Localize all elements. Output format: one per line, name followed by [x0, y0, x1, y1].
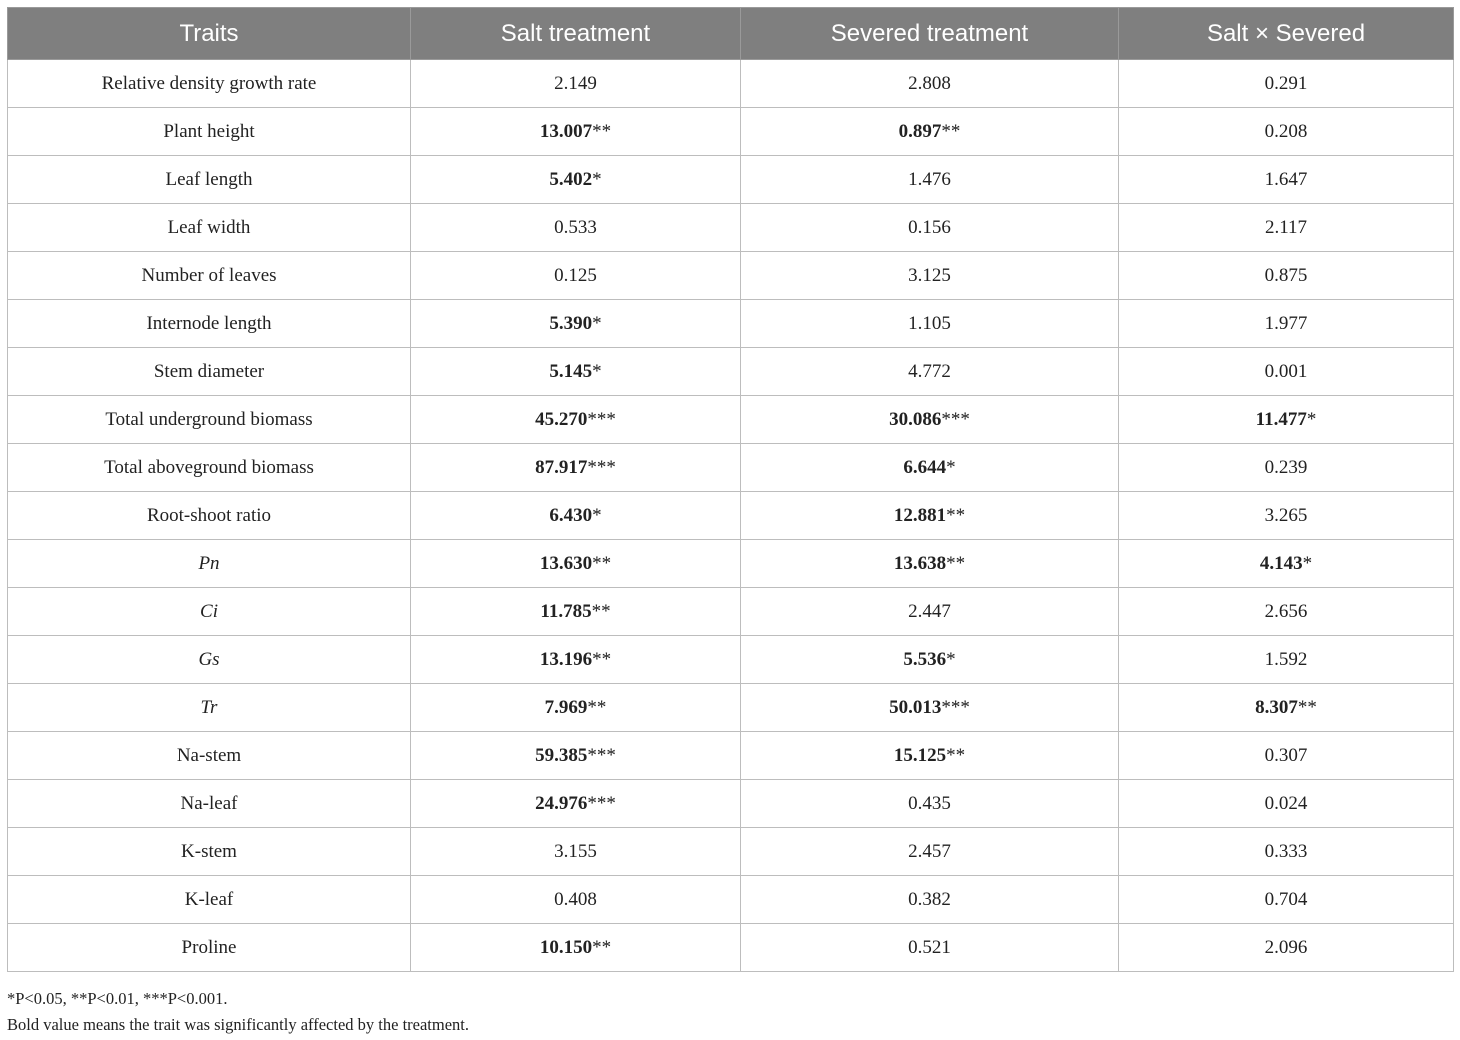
f-value: 0.382	[908, 888, 951, 910]
f-value: 4.772	[908, 360, 951, 382]
significance-stars: **	[946, 552, 966, 574]
table-row	[8, 444, 1454, 492]
header-severed-treatment: Severed treatment	[741, 8, 1119, 60]
f-value: 13.638	[893, 552, 947, 574]
f-value: 0.333	[1264, 840, 1308, 862]
header-row	[8, 8, 1454, 60]
f-value: 13.196	[539, 648, 593, 670]
salt-x-severed-cell	[1119, 540, 1454, 588]
f-value: 6.644	[903, 456, 947, 478]
f-value: 0.156	[908, 216, 951, 238]
significance-stars: **	[592, 120, 612, 142]
significance-stars: *	[592, 168, 602, 190]
severed-treatment-cell	[741, 444, 1119, 492]
salt-treatment-cell	[411, 348, 741, 396]
f-value: 0.024	[1264, 792, 1308, 814]
anova-table-container	[7, 7, 1453, 972]
trait-name-cell: K-leaf	[8, 876, 411, 924]
salt-x-severed-cell	[1119, 60, 1454, 108]
f-value: 8.307	[1255, 696, 1298, 718]
f-value: 7.969	[544, 696, 588, 718]
table-row	[8, 60, 1454, 108]
salt-treatment-cell	[411, 156, 741, 204]
salt-treatment-cell	[411, 828, 741, 876]
anova-table	[7, 7, 1454, 972]
salt-x-severed-cell	[1119, 444, 1454, 492]
trait-name-cell: Na-leaf	[8, 780, 411, 828]
table-row	[8, 108, 1454, 156]
significance-stars: **	[941, 120, 961, 142]
severed-treatment-cell	[741, 828, 1119, 876]
salt-x-severed-cell	[1119, 780, 1454, 828]
f-value: 4.143	[1259, 552, 1303, 574]
table-row	[8, 492, 1454, 540]
significance-stars: *	[1302, 552, 1313, 574]
severed-treatment-cell	[741, 876, 1119, 924]
table-row	[8, 300, 1454, 348]
significance-stars: *	[946, 648, 956, 670]
f-value: 1.105	[908, 312, 951, 334]
severed-treatment-cell	[741, 780, 1119, 828]
salt-x-severed-cell	[1119, 588, 1454, 636]
f-value: 3.265	[1264, 504, 1308, 526]
severed-treatment-cell	[741, 156, 1119, 204]
trait-name-cell: Plant height	[8, 108, 411, 156]
table-row	[8, 876, 1454, 924]
severed-treatment-cell	[741, 636, 1119, 684]
salt-treatment-cell	[411, 732, 741, 780]
f-value: 1.647	[1264, 168, 1308, 190]
salt-x-severed-cell	[1119, 108, 1454, 156]
significance-stars: **	[946, 504, 966, 526]
f-value: 13.630	[539, 552, 593, 574]
salt-x-severed-cell	[1119, 204, 1454, 252]
table-row	[8, 828, 1454, 876]
significance-stars: ***	[587, 456, 616, 478]
bold-value-footnote: Bold value means the trait was significantly affected by the treatment.	[7, 1015, 469, 1034]
f-value: 6.430	[549, 504, 593, 526]
trait-name-cell: Total aboveground biomass	[8, 444, 411, 492]
f-value: 3.155	[554, 840, 597, 862]
trait-name-cell: Leaf length	[8, 156, 411, 204]
table-row	[8, 732, 1454, 780]
table-row	[8, 396, 1454, 444]
significance-stars: **	[946, 744, 966, 766]
f-value: 10.150	[539, 936, 593, 958]
f-value: 0.307	[1264, 744, 1308, 766]
f-value: 0.704	[1264, 888, 1308, 910]
table-row	[8, 252, 1454, 300]
severed-treatment-cell	[741, 348, 1119, 396]
f-value: 11.477	[1255, 408, 1307, 430]
significance-stars: **	[591, 600, 611, 622]
severed-treatment-cell	[741, 732, 1119, 780]
salt-treatment-cell	[411, 780, 741, 828]
table-footnotes	[7, 986, 469, 1038]
significance-footnote: *P<0.05, **P<0.01, ***P<0.001.	[7, 989, 228, 1008]
f-value: 1.977	[1264, 312, 1308, 334]
trait-name-cell: Na-stem	[8, 732, 411, 780]
salt-treatment-cell	[411, 108, 741, 156]
salt-x-severed-cell	[1119, 348, 1454, 396]
f-value: 2.447	[908, 600, 951, 622]
salt-treatment-cell	[411, 252, 741, 300]
salt-treatment-cell	[411, 300, 741, 348]
salt-x-severed-cell	[1119, 396, 1454, 444]
table-row	[8, 684, 1454, 732]
salt-treatment-cell	[411, 924, 741, 972]
salt-treatment-cell	[411, 444, 741, 492]
f-value: 2.808	[908, 72, 951, 94]
significance-stars: ***	[587, 408, 616, 430]
salt-treatment-cell	[411, 684, 741, 732]
trait-name-cell: Tr	[8, 684, 411, 732]
significance-stars: ***	[587, 792, 616, 814]
f-value: 0.521	[908, 936, 951, 958]
f-value: 50.013	[889, 696, 942, 718]
f-value: 3.125	[908, 264, 951, 286]
salt-x-severed-cell	[1119, 636, 1454, 684]
table-row	[8, 588, 1454, 636]
salt-x-severed-cell	[1119, 252, 1454, 300]
f-value: 0.001	[1264, 360, 1308, 382]
f-value: 2.656	[1264, 600, 1308, 622]
salt-x-severed-cell	[1119, 828, 1454, 876]
f-value: 45.270	[535, 408, 588, 430]
trait-name-cell: Gs	[8, 636, 411, 684]
f-value: 0.533	[554, 216, 597, 238]
f-value: 59.385	[535, 744, 588, 766]
significance-stars: ***	[587, 744, 616, 766]
trait-name-cell: K-stem	[8, 828, 411, 876]
severed-treatment-cell	[741, 540, 1119, 588]
significance-stars: *	[592, 312, 602, 334]
significance-stars: **	[592, 936, 612, 958]
salt-treatment-cell	[411, 876, 741, 924]
f-value: 13.007	[539, 120, 593, 142]
table-row	[8, 348, 1454, 396]
f-value: 87.917	[535, 456, 588, 478]
salt-x-severed-cell	[1119, 924, 1454, 972]
salt-x-severed-cell	[1119, 300, 1454, 348]
trait-name-cell: Number of leaves	[8, 252, 411, 300]
f-value: 5.145	[549, 360, 593, 382]
header-traits: Traits	[8, 8, 411, 60]
trait-name-cell: Proline	[8, 924, 411, 972]
f-value: 12.881	[893, 504, 947, 526]
salt-treatment-cell	[411, 588, 741, 636]
severed-treatment-cell	[741, 924, 1119, 972]
severed-treatment-cell	[741, 396, 1119, 444]
f-value: 2.096	[1264, 936, 1308, 958]
trait-name-cell: Root-shoot ratio	[8, 492, 411, 540]
f-value: 1.476	[908, 168, 951, 190]
severed-treatment-cell	[741, 492, 1119, 540]
significance-stars: **	[592, 648, 612, 670]
salt-x-severed-cell	[1119, 156, 1454, 204]
f-value: 2.457	[908, 840, 951, 862]
severed-treatment-cell	[741, 252, 1119, 300]
f-value: 0.125	[554, 264, 597, 286]
table-body	[8, 60, 1454, 972]
table-row	[8, 204, 1454, 252]
f-value: 0.239	[1264, 456, 1308, 478]
f-value: 0.208	[1264, 120, 1308, 142]
table-row	[8, 540, 1454, 588]
salt-treatment-cell	[411, 492, 741, 540]
salt-treatment-cell	[411, 636, 741, 684]
significance-stars: ***	[941, 696, 970, 718]
significance-stars: *	[946, 456, 956, 478]
severed-treatment-cell	[741, 300, 1119, 348]
f-value: 0.897	[898, 120, 942, 142]
severed-treatment-cell	[741, 204, 1119, 252]
salt-treatment-cell	[411, 204, 741, 252]
f-value: 15.125	[893, 744, 947, 766]
f-value: 24.976	[535, 792, 588, 814]
salt-x-severed-cell	[1119, 684, 1454, 732]
trait-name-cell: Total underground biomass	[8, 396, 411, 444]
significance-stars: *	[592, 504, 602, 526]
severed-treatment-cell	[741, 684, 1119, 732]
f-value: 1.592	[1264, 648, 1308, 670]
significance-stars: *	[1306, 408, 1317, 430]
significance-stars: **	[587, 696, 607, 718]
salt-treatment-cell	[411, 60, 741, 108]
f-value: 5.536	[903, 648, 947, 670]
f-value: 0.875	[1264, 264, 1308, 286]
trait-name-cell: Ci	[8, 588, 411, 636]
salt-x-severed-cell	[1119, 492, 1454, 540]
f-value: 0.435	[908, 792, 951, 814]
salt-treatment-cell	[411, 396, 741, 444]
salt-x-severed-cell	[1119, 732, 1454, 780]
f-value: 11.785	[540, 600, 592, 622]
salt-treatment-cell	[411, 540, 741, 588]
trait-name-cell: Internode length	[8, 300, 411, 348]
trait-name-cell: Leaf width	[8, 204, 411, 252]
trait-name-cell: Relative density growth rate	[8, 60, 411, 108]
trait-name-cell: Stem diameter	[8, 348, 411, 396]
significance-stars: **	[592, 552, 612, 574]
header-salt-x-severed: Salt × Severed	[1119, 8, 1454, 60]
f-value: 0.291	[1264, 72, 1308, 94]
f-value: 30.086	[889, 408, 942, 430]
table-row	[8, 924, 1454, 972]
table-row	[8, 780, 1454, 828]
significance-stars: **	[1297, 696, 1317, 718]
severed-treatment-cell	[741, 60, 1119, 108]
table-row	[8, 636, 1454, 684]
severed-treatment-cell	[741, 588, 1119, 636]
f-value: 0.408	[554, 888, 597, 910]
severed-treatment-cell	[741, 108, 1119, 156]
significance-stars: ***	[941, 408, 970, 430]
f-value: 2.149	[554, 72, 597, 94]
salt-x-severed-cell	[1119, 876, 1454, 924]
table-row	[8, 156, 1454, 204]
significance-stars: *	[592, 360, 602, 382]
table-header	[8, 8, 1454, 60]
f-value: 5.390	[549, 312, 593, 334]
header-salt-treatment: Salt treatment	[411, 8, 741, 60]
f-value: 5.402	[549, 168, 593, 190]
trait-name-cell: Pn	[8, 540, 411, 588]
f-value: 2.117	[1264, 216, 1308, 238]
